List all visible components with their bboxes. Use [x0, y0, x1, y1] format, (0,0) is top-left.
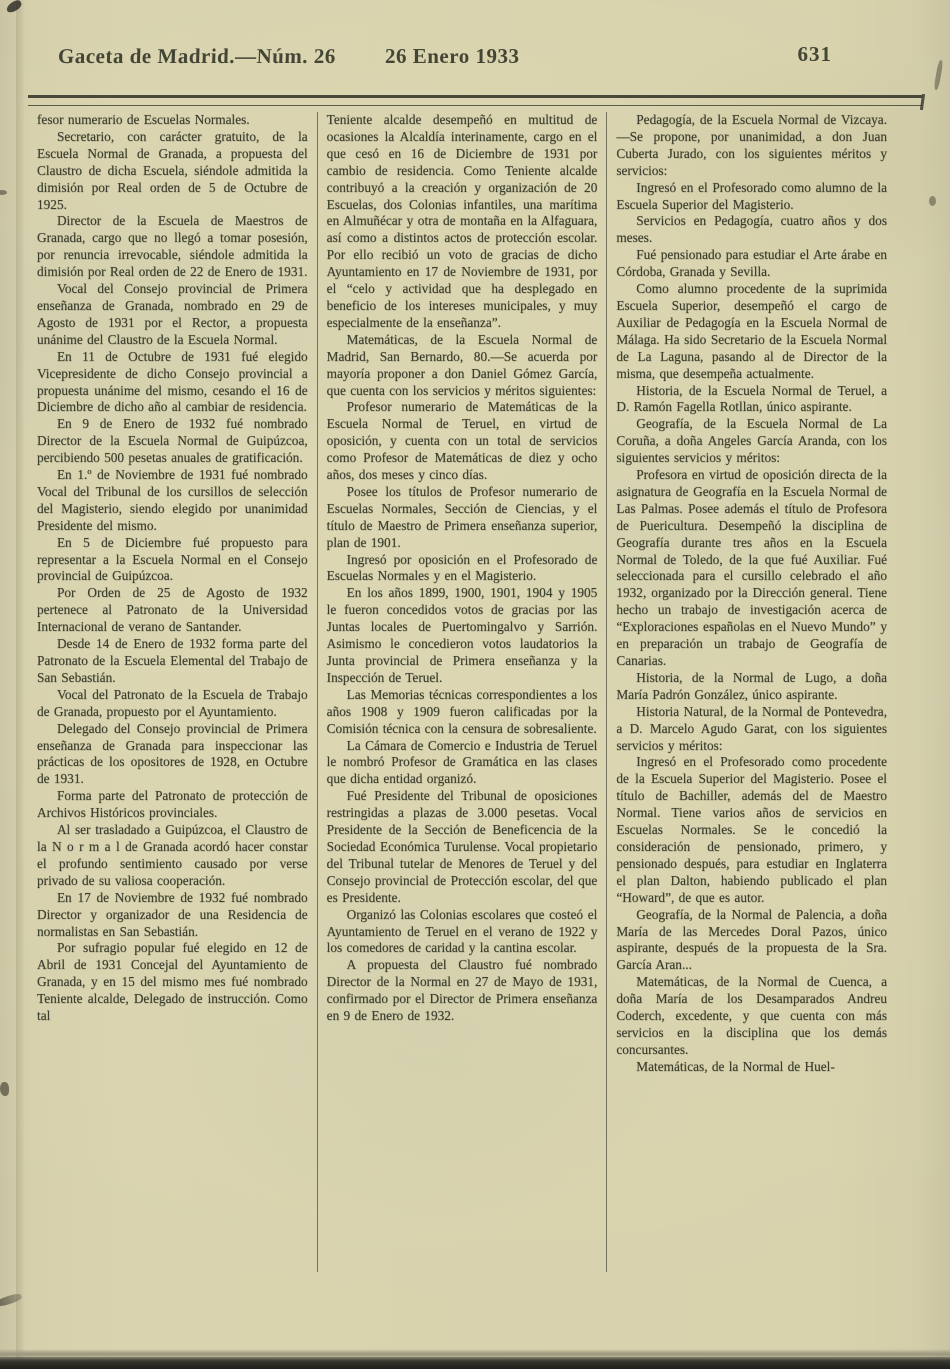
paragraph: En los años 1899, 1900, 1901, 1904 y 1905 le fueron concedidos votos de gracias por las Juntas locales de Puertomingalvo y Sarrión. Asimismo le concedieron votos laudatorios la Junta provincial de Primera enseñanza y la Inspección de Teruel. [326, 585, 598, 685]
paragraph: Profesora en virtud de oposición directa de la asignatura de Geografía en la Escuela Normal de Las Palmas. Posee además el título de Profesora de Puericultura. Desempeñó la disciplina de Geografía durante tres años en la Escuela Normal de Toledo, de la que fué Auxiliar. Fué seleccionada para el cursillo celebrado el año 1932, organizado por la Dirección general. Tiene hecho un trabajo de investigación acerca de “Exploraciones españolas en el Nuevo Mundo” y en preparación un trabajo de Geografía de Canarias. [616, 467, 888, 668]
paragraph: Fué Presidente del Tribunal de oposiciones restringidas a plazas de 3.000 pesetas. Vocal Presidente de la Sección de Beneficencia de la Sociedad Económica Turulense. Vocal propietario del Tribunal tutelar de Menores de Teruel y del Consejo provincial de Protección escolar, del que es Presidente. [326, 788, 598, 905]
paragraph: Forma parte del Patronato de protección de Archivos Históricos provinciales. [37, 788, 308, 821]
paragraph: Matemáticas, de la Escuela Normal de Madrid, San Bernardo, 80.—Se acuerda por mayoría proponer a don Daniel Gómez García, que cuenta con los servicios y méritos siguientes: [326, 331, 598, 398]
paragraph: Vocal del Consejo provincial de Primera enseñanza de Granada, nombrado en 29 de Agosto de 1931 por el Rector, a propuesta unánime del Claustro de la Escuela Normal. [37, 281, 308, 347]
column-2 [317, 112, 608, 1272]
paragraph: Profesor numerario de Matemáticas de la Escuela Normal de Teruel, en virtud de oposición, y cuenta con un total de servicios como Profesor de Matemáticas de diez y ocho años, dos meses y cinco días. [326, 399, 598, 483]
paper-blemish [929, 196, 936, 206]
paragraph: Vocal del Patronato de la Escuela de Trabajo de Granada, propuesto por el Ayuntamiento. [37, 686, 308, 719]
paragraph: Matemáticas, de la Normal de Cuenca, a doña María de los Desamparados Andreu Coderch, excedente, y que cuenta con más servicios en la disciplina que los demás concursantes. [616, 974, 888, 1057]
paragraph: Historia, de la Escuela Normal de Teruel, a D. Ramón Fagella Rotllan, único aspirante. [616, 382, 888, 415]
paragraph: Ingresó en el Profesorado como procedente de la Escuela Superior del Magisterio. Posee el título de Bachiller, además del de Maestro Normal. Tiene varios años de servicios en Escuelas Normales. Se le concedió la consideración de pensionado, primero, y pensionado después, para estudiar en Inglaterra el plan Dalton, habiendo publicado el plan “Howard”, de que es autor. [616, 754, 888, 905]
issue-date: 26 Enero 1933 [385, 44, 520, 68]
paragraph: Por Orden de 25 de Agosto de 1932 pertenece al Patronato de la Universidad Internacional de verano de Santander. [37, 585, 308, 635]
paragraph: Pedagogía, de la Escuela Normal de Vizcaya.—Se propone, por unanimidad, a don Juan Cuberta Jurado, con los siguientes méritos y servicios: [616, 112, 888, 178]
paragraph: En 1.º de Noviembre de 1931 fué nombrado Vocal del Tribunal de los cursillos de selección del Magisterio, siendo elegido por unanimidad Presidente del mismo. [37, 467, 308, 533]
paragraph: Fué pensionado para estudiar el Arte árabe en Córdoba, Granada y Sevilla. [616, 247, 888, 280]
paragraph: Como alumno procedente de la suprimida Escuela Superior, desempeñó el cargo de Auxiliar de Pedagogía en la Escuela Normal de Málaga. Ha sido Secretario de la Escuela Normal de La Laguna, pasando al de Director de la misma, que desempeña actualmente. [616, 281, 888, 381]
page-bottom-edge-shadow [0, 1349, 950, 1369]
column-1 [28, 112, 317, 1272]
paragraph: Ingresó por oposición en el Profesorado de Escuelas Normales y en el Magisterio. [326, 551, 598, 584]
page-number: 631 [797, 42, 832, 66]
paragraph: Las Memorias técnicas correspondientes a los años 1908 y 1909 fueron calificadas por la Comisión técnica con la censura de sobresaliente. [326, 686, 598, 736]
paragraph: La Cámara de Comercio e Industria de Teruel le nombró Profesor de Gramática en las clases que dicha entidad organizó. [326, 737, 598, 787]
paragraph: Posee los títulos de Profesor numerario de Escuelas Normales, Sección de Ciencias, y el título de Maestro de Primera enseñanza superior, plan de 1901. [326, 483, 598, 550]
binding-stitch-mark [0, 190, 7, 195]
paragraph: Secretario, con carácter gratuito, de la Escuela Normal de Granada, a propuesta del Claustro de dicha Escuela, siéndole admitida la dimisión por Real orden de 5 de Octubre de 1925. [37, 128, 308, 212]
text-columns [28, 112, 896, 1272]
paragraph: Teniente alcalde desempeñó en multitud de ocasiones la Alcaldía interinamente, cargo en el que cesó en 16 de Diciembre de 1931 por cambio de residencia. Como Teniente alcalde contribuyó a la creación y organización de 20 Escuelas, dos Colonias infantiles, una marítima en Almuñécar y otra de montaña en la Alfaguara, así como a distintos actos de protección escolar. Por ello recibió un voto de gracias de dicho Ayuntamiento en 17 de Noviembre de 1931, por el “celo y actividad que ha desplegado en beneficio de los intereses municipales, y muy especialmente de la enseñanza”. [326, 112, 598, 330]
paragraph: Director de la Escuela de Maestros de Granada, cargo que no llegó a tomar posesión, por renuncia irrevocable, siéndole admitida la dimisión por Real orden de 22 de Enero de 1931. [37, 213, 308, 280]
paragraph: Historia Natural, de la Normal de Pontevedra, a D. Marcelo Agudo Garat, con los siguientes servicios y méritos: [616, 703, 888, 753]
paragraph: En 9 de Enero de 1932 fué nombrado Director de la Escuela Normal de Guipúzcoa, percibiendo 500 pesetas anuales de gratificación. [37, 416, 308, 466]
paragraph: Matemáticas, de la Normal de Huel- [636, 1058, 835, 1074]
paragraph: A propuesta del Claustro fué nombrado Director de la Normal en 27 de Mayo de 1931, confirmado por el Director de Primera enseñanza en 9 de Enero de 1932. [326, 957, 598, 1024]
paragraph: Por sufragio popular fué elegido en 12 de Abril de 1931 Concejal del Ayuntamiento de Granada, y en 15 del mismo mes fué nombrado Teniente alcalde, Delegado de instrucción. Como tal [37, 940, 308, 1024]
paragraph: Al ser trasladado a Guipúzcoa, el Claustro de la N o r m a l de Granada acordó hacer constar el profundo sentimiento causado por verse privado de su valiosa cooperación. [37, 822, 308, 888]
paragraph: En 5 de Diciembre fué propuesto para representar a la Escuela Normal en el Consejo provincial de Guipúzcoa. [37, 534, 308, 584]
paragraph: Servicios en Pedagogía, cuatro años y dos meses. [616, 213, 888, 246]
paragraph: Geografía, de la Escuela Normal de La Coruña, a doña Angeles García Aranda, con los siguientes servicios y méritos: [616, 416, 888, 466]
gazette-title: Gaceta de Madrid.—Núm. 26 [57, 44, 337, 68]
header-rule [28, 95, 922, 106]
paragraph: En 17 de Noviembre de 1932 fué nombrado Director y organizador de una Residencia de normalistas en San Sebastián. [37, 889, 308, 939]
binding-stitch-mark [0, 1082, 9, 1096]
paragraph: Organizó las Colonias escolares que costeó el Ayuntamiento de Teruel en el verano de 1922 y los comedores de caridad y la cantina escolar. [326, 906, 598, 956]
column-3 [607, 112, 896, 1272]
paragraph: Delegado del Consejo provincial de Primera enseñanza de Granada para inspeccionar las prácticas de los opositores de 1928, en Octubre de 1931. [37, 720, 308, 787]
page-header [0, 40, 950, 74]
paragraph: En 11 de Octubre de 1931 fué elegido Vicepresidente de dicho Consejo provincial a propuesta unánime del mismo, cesando el 16 de Diciembre de dicho año al cambiar de residencia. [37, 348, 308, 415]
paragraph: Geografía, de la Normal de Palencia, a doña María de las Mercedes Doral Pazos, único aspirante, después de la propuesta de la Sra. García Aran... [616, 906, 888, 973]
binding-gutter-shadow [16, 0, 24, 1369]
paragraph: Ingresó en el Profesorado como alumno de la Escuela Superior del Magisterio. [616, 179, 888, 212]
paragraph: fesor numerario de Escuelas Normales. [37, 112, 250, 127]
paragraph: Desde 14 de Enero de 1932 forma parte del Patronato de la Escuela Elemental del Trabajo de San Sebastián. [37, 636, 308, 685]
paragraph: Historia, de la Normal de Lugo, a doña María Padrón González, único aspirante. [616, 669, 888, 702]
